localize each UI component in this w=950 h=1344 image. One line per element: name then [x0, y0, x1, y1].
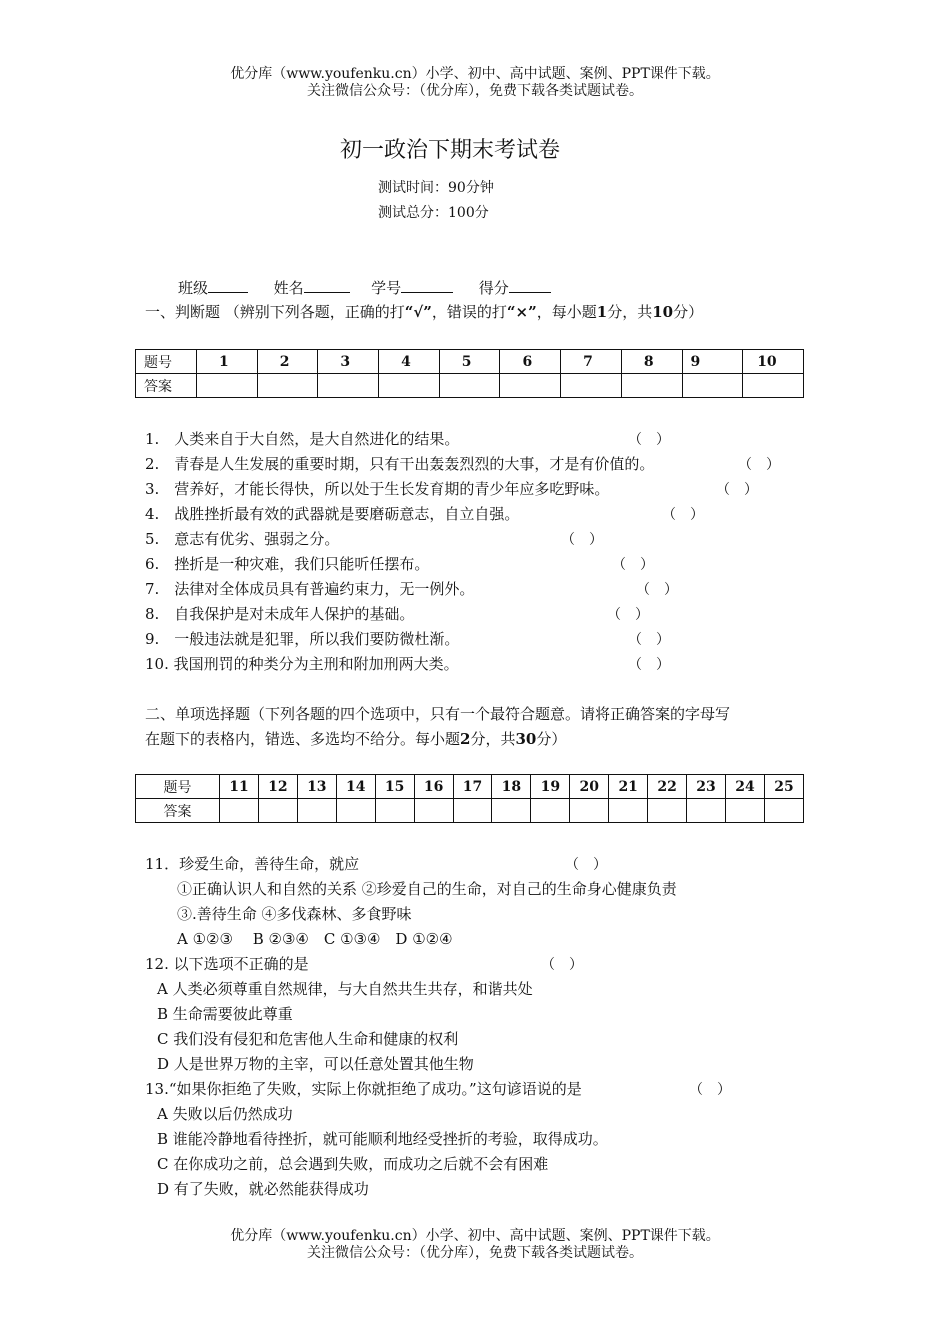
answer-cell[interactable] — [492, 799, 531, 823]
answer-cell[interactable] — [500, 374, 561, 398]
section1-answer-row — [136, 374, 804, 398]
answer-paren[interactable]: （ ） — [541, 957, 583, 973]
student-info-row — [178, 277, 551, 298]
section1-heading-text-b: ，错误的打 — [431, 303, 507, 321]
section1-heading — [145, 301, 703, 322]
answer-paren[interactable]: （ ） — [628, 632, 670, 648]
question-number: 3 — [318, 350, 379, 374]
question-number: 25 — [764, 775, 803, 799]
name-blank[interactable] — [304, 278, 350, 293]
class-blank[interactable] — [208, 278, 248, 293]
section1-answer-table — [135, 349, 804, 398]
mark-right: “√” — [404, 303, 432, 321]
answer-paren[interactable]: （ ） — [716, 482, 758, 498]
mc-question-12-stem: 12. 以下选项不正确的是 — [145, 955, 309, 973]
tf-question-6: 6. 挫折是一种灾难，我们只能听任摆布。 — [145, 555, 430, 573]
section2-total-score: 30 — [515, 730, 537, 748]
question-number: 10 — [743, 350, 804, 374]
question-number: 11 — [220, 775, 259, 799]
section2-heading-text-a: 在题下的表格内，错选、多选均不给分。每小题 — [145, 730, 461, 748]
section1-total-score: 10 — [652, 303, 674, 321]
table-label-number: 题号 — [136, 775, 220, 799]
question-number: 1 — [197, 350, 258, 374]
question-number: 20 — [570, 775, 609, 799]
question-number: 7 — [561, 350, 622, 374]
section2-answer-table — [135, 774, 804, 823]
answer-paren[interactable]: （ ） — [565, 857, 607, 873]
answer-cell[interactable] — [379, 374, 440, 398]
section1-heading-text-d: 分，共 — [607, 303, 653, 321]
answer-paren[interactable]: （ ） — [628, 657, 670, 673]
header-line-1: 优分库（www.youfenku.cn）小学、初中、高中试题、案例、PPT课件下载。 — [230, 66, 720, 82]
section1-heading-text: 一、判断题 （辨别下列各题，正确的打 — [145, 303, 405, 321]
section1-heading-text-c: ，每小题 — [536, 303, 597, 321]
table-label-answer: 答案 — [136, 374, 197, 398]
question-number: 24 — [725, 775, 764, 799]
answer-cell[interactable] — [439, 374, 500, 398]
question-number: 13 — [297, 775, 336, 799]
tf-question-10: 10. 我国刑罚的种类分为主刑和附加刑两大类。 — [145, 655, 459, 673]
question-number: 16 — [414, 775, 453, 799]
table-label-number: 题号 — [136, 350, 197, 374]
answer-cell[interactable] — [570, 799, 609, 823]
answer-cell[interactable] — [414, 799, 453, 823]
answer-cell[interactable] — [531, 799, 570, 823]
answer-cell[interactable] — [318, 374, 379, 398]
mc-question-12-option-c: C 我们没有侵犯和危害他人生命和健康的权利 — [157, 1030, 459, 1048]
answer-paren[interactable]: （ ） — [636, 582, 678, 598]
tf-question-4: 4. 战胜挫折最有效的武器就是要磨砺意志，自立自强。 — [145, 505, 520, 523]
answer-cell[interactable] — [743, 374, 804, 398]
exam-total-score: 测试总分：100分 — [378, 205, 489, 221]
question-number: 21 — [609, 775, 648, 799]
answer-cell[interactable] — [561, 374, 622, 398]
answer-paren[interactable]: （ ） — [561, 532, 603, 548]
mc-question-13-option-d: D 有了失败，就必然能获得成功 — [157, 1180, 369, 1198]
page-footer — [0, 1228, 950, 1262]
answer-cell[interactable] — [682, 374, 743, 398]
question-number: 12 — [258, 775, 297, 799]
question-number: 15 — [375, 775, 414, 799]
mc-question-12-option-a: A 人类必须尊重自然规律，与大自然共生共存，和谐共处 — [157, 980, 533, 998]
answer-paren[interactable]: （ ） — [738, 457, 780, 473]
question-number: 23 — [687, 775, 726, 799]
question-number: 19 — [531, 775, 570, 799]
tf-question-1: 1. 人类来自于大自然，是大自然进化的结果。 — [145, 430, 460, 448]
id-label: 学号 — [371, 279, 402, 297]
header-line-2: 关注微信公众号：（优分库），免费下载各类试题试卷。 — [307, 83, 643, 99]
answer-paren[interactable]: （ ） — [689, 1082, 731, 1098]
answer-paren[interactable]: （ ） — [662, 507, 704, 523]
section2-answer-row — [136, 799, 804, 823]
name-label: 姓名 — [273, 279, 304, 297]
page-header — [0, 66, 950, 100]
mc-question-13-option-c: C 在你成功之前，总会遇到失败，而成功之后就不会有困难 — [157, 1155, 549, 1173]
mc-question-11-options: A ①②③ B ②③④ C ①③④ D ①②④ — [177, 930, 453, 948]
section2-heading-text-b: 分，共 — [470, 730, 516, 748]
mc-question-13-option-b: B 谁能冷静地看待挫折，就可能顺利地经受挫折的考验，取得成功。 — [157, 1130, 608, 1148]
answer-cell[interactable] — [297, 799, 336, 823]
table-label-answer: 答案 — [136, 799, 220, 823]
question-number: 18 — [492, 775, 531, 799]
tf-question-2: 2. 青春是人生发展的重要时期，只有干出轰轰烈烈的大事，才是有价值的。 — [145, 455, 655, 473]
mc-question-13-stem: 13.“如果你拒绝了失败，实际上你就拒绝了成功。”这句谚语说的是 — [145, 1080, 582, 1098]
answer-cell[interactable] — [648, 799, 687, 823]
tf-question-3: 3. 营养好，才能长得快，所以处于生长发育期的青少年应多吃野味。 — [145, 480, 610, 498]
answer-cell[interactable] — [257, 374, 318, 398]
answer-cell[interactable] — [621, 374, 682, 398]
mc-question-12-option-b: B 生命需要彼此尊重 — [157, 1005, 293, 1023]
mc-question-11-line-1: ①正确认识人和自然的关系 ②珍爱自己的生命，对自己的生命身心健康负责 — [177, 880, 677, 898]
score-label: 得分 — [478, 279, 509, 297]
section1-per-score: 1 — [596, 303, 608, 321]
section2-heading-line-2 — [145, 728, 566, 749]
mc-question-11-line-2: ③.善待生命 ④多伐森林、多食野味 — [177, 905, 412, 923]
mark-wrong: “×” — [506, 303, 537, 321]
tf-question-8: 8. 自我保护是对未成年人保护的基础。 — [145, 605, 415, 623]
question-number: 8 — [621, 350, 682, 374]
answer-cell[interactable] — [687, 799, 726, 823]
mc-question-12-option-d: D 人是世界万物的主宰，可以任意处置其他生物 — [157, 1055, 474, 1073]
section2-heading-line-1: 二、单项选择题（下列各题的四个选项中，只有一个最符合题意。请将正确答案的字母写 — [145, 705, 731, 723]
question-number: 2 — [257, 350, 318, 374]
id-blank[interactable] — [401, 278, 453, 293]
answer-cell[interactable] — [725, 799, 764, 823]
answer-cell[interactable] — [453, 799, 492, 823]
section2-per-score: 2 — [460, 730, 471, 748]
score-blank[interactable] — [509, 278, 551, 293]
footer-line-1: 优分库（www.youfenku.cn）小学、初中、高中试题、案例、PPT课件下载。 — [230, 1228, 720, 1244]
answer-paren[interactable]: （ ） — [607, 607, 649, 623]
answer-paren[interactable]: （ ） — [628, 432, 670, 448]
question-number: 4 — [379, 350, 440, 374]
exam-time: 测试时间：90分钟 — [378, 180, 494, 196]
answer-cell[interactable] — [336, 799, 375, 823]
answer-cell[interactable] — [375, 799, 414, 823]
question-number: 6 — [500, 350, 561, 374]
class-label: 班级 — [178, 279, 209, 297]
section1-number-row — [136, 350, 804, 374]
question-number: 5 — [439, 350, 500, 374]
question-number: 9 — [682, 350, 743, 374]
tf-question-7: 7. 法律对全体成员具有普遍约束力，无一例外。 — [145, 580, 475, 598]
answer-cell[interactable] — [764, 799, 803, 823]
section1-heading-text-e: 分） — [673, 303, 704, 321]
answer-cell[interactable] — [258, 799, 297, 823]
exam-title: 初一政治下期末考试卷 — [339, 138, 560, 163]
answer-cell[interactable] — [609, 799, 648, 823]
question-number: 14 — [336, 775, 375, 799]
tf-question-5: 5. 意志有优劣、强弱之分。 — [145, 530, 340, 548]
footer-line-2: 关注微信公众号：（优分库），免费下载各类试题试卷。 — [307, 1245, 643, 1261]
question-number: 22 — [648, 775, 687, 799]
section2-number-row — [136, 775, 804, 799]
answer-cell[interactable] — [197, 374, 258, 398]
mc-question-13-option-a: A 失败以后仍然成功 — [157, 1105, 293, 1123]
section2-heading-text-c: 分） — [536, 730, 567, 748]
mc-question-11-stem: 11．珍爱生命，善待生命，就应 — [145, 855, 360, 873]
answer-paren[interactable]: （ ） — [612, 557, 654, 573]
question-number: 17 — [453, 775, 492, 799]
answer-cell[interactable] — [220, 799, 259, 823]
tf-question-9: 9. 一般违法就是犯罪，所以我们要防微杜渐。 — [145, 630, 460, 648]
